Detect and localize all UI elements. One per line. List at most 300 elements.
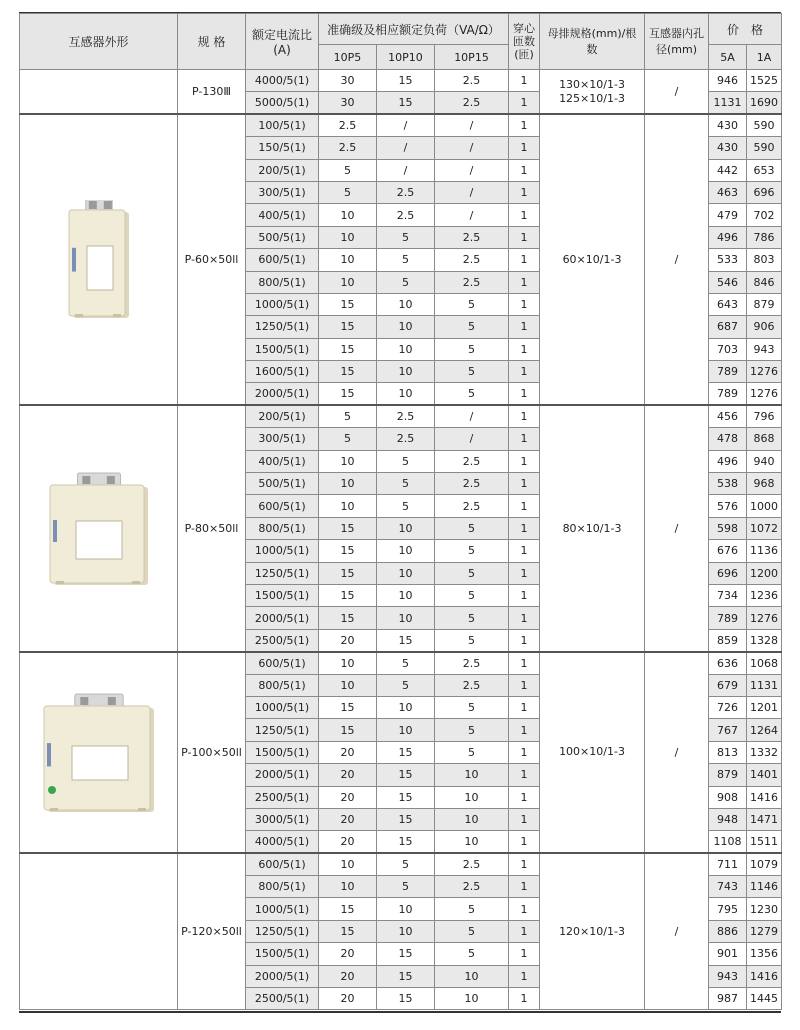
price-5a-cell: 734 xyxy=(709,584,747,606)
price-5a-cell: 442 xyxy=(709,159,747,181)
acc-10p5-cell: 20 xyxy=(319,629,377,651)
price-1a-cell: 796 xyxy=(747,405,782,427)
price-5a-cell: 1108 xyxy=(709,831,747,853)
header-busbar: 母排规格(mm)/根数 xyxy=(540,14,645,70)
ratio-cell: 500/5(1) xyxy=(246,226,319,248)
acc-10p15-cell: / xyxy=(435,204,509,226)
price-5a-cell: 789 xyxy=(709,383,747,405)
turns-cell: 1 xyxy=(509,249,540,271)
acc-10p5-cell: 5 xyxy=(319,405,377,427)
acc-10p10-cell: 15 xyxy=(377,764,435,786)
ratio-cell: 2500/5(1) xyxy=(246,786,319,808)
model-spec: P-60×50ll xyxy=(178,114,246,405)
acc-10p15-cell: 5 xyxy=(435,741,509,763)
acc-10p5-cell: 30 xyxy=(319,70,377,92)
transformer-window xyxy=(72,746,128,780)
ct-price-table xyxy=(19,13,782,1010)
ratio-cell: 2000/5(1) xyxy=(246,764,319,786)
ratio-cell: 100/5(1) xyxy=(246,114,319,136)
price-5a-cell: 767 xyxy=(709,719,747,741)
acc-10p5-cell: 20 xyxy=(319,808,377,830)
price-5a-cell: 538 xyxy=(709,473,747,495)
acc-10p5-cell: 15 xyxy=(319,898,377,920)
price-5a-cell: 703 xyxy=(709,338,747,360)
price-1a-cell: 653 xyxy=(747,159,782,181)
turns-cell: 1 xyxy=(509,293,540,315)
turns-cell: 1 xyxy=(509,741,540,763)
price-5a-cell: 1131 xyxy=(709,92,747,114)
terminal-screw xyxy=(103,201,111,209)
price-1a-cell: 879 xyxy=(747,293,782,315)
price-1a-cell: 1276 xyxy=(747,361,782,383)
acc-10p15-cell: 2.5 xyxy=(435,876,509,898)
header-10p5: 10P5 xyxy=(319,45,377,70)
ratio-cell: 1000/5(1) xyxy=(246,293,319,315)
acc-10p15-cell: 5 xyxy=(435,920,509,942)
acc-10p10-cell: 15 xyxy=(377,831,435,853)
table-row xyxy=(20,114,782,136)
turns-cell: 1 xyxy=(509,338,540,360)
turns-cell: 1 xyxy=(509,70,540,92)
hole-diameter: / xyxy=(645,853,709,1010)
table-row xyxy=(20,405,782,427)
ratio-cell: 400/5(1) xyxy=(246,450,319,472)
turns-cell: 1 xyxy=(509,271,540,293)
ratio-cell: 300/5(1) xyxy=(246,181,319,203)
acc-10p10-cell: 15 xyxy=(377,988,435,1010)
acc-10p15-cell: 5 xyxy=(435,584,509,606)
ratio-cell: 200/5(1) xyxy=(246,159,319,181)
price-1a-cell: 1416 xyxy=(747,965,782,987)
acc-10p5-cell: 15 xyxy=(319,562,377,584)
acc-10p15-cell: 5 xyxy=(435,293,509,315)
price-5a-cell: 456 xyxy=(709,405,747,427)
transformer-image-medium xyxy=(44,471,154,587)
price-5a-cell: 430 xyxy=(709,137,747,159)
price-5a-cell: 879 xyxy=(709,764,747,786)
acc-10p15-cell: 5 xyxy=(435,316,509,338)
price-5a-cell: 987 xyxy=(709,988,747,1010)
foot xyxy=(138,808,146,811)
acc-10p5-cell: 20 xyxy=(319,988,377,1010)
turns-cell: 1 xyxy=(509,114,540,136)
price-5a-cell: 789 xyxy=(709,607,747,629)
foot xyxy=(113,314,121,317)
ratio-cell: 1500/5(1) xyxy=(246,943,319,965)
header-spec: 规 格 xyxy=(178,14,246,70)
acc-10p15-cell: 5 xyxy=(435,898,509,920)
acc-10p10-cell: 10 xyxy=(377,607,435,629)
price-1a-cell: 1264 xyxy=(747,719,782,741)
price-1a-cell: 1276 xyxy=(747,383,782,405)
acc-10p15-cell: 5 xyxy=(435,540,509,562)
acc-10p10-cell: 15 xyxy=(377,70,435,92)
price-1a-cell: 1276 xyxy=(747,607,782,629)
acc-10p15-cell: 5 xyxy=(435,383,509,405)
acc-10p10-cell: 15 xyxy=(377,943,435,965)
turns-cell: 1 xyxy=(509,943,540,965)
acc-10p10-cell: 10 xyxy=(377,517,435,539)
acc-10p5-cell: 15 xyxy=(319,316,377,338)
header-10p10: 10P10 xyxy=(377,45,435,70)
acc-10p15-cell: / xyxy=(435,181,509,203)
terminal-screw xyxy=(106,476,114,484)
foot xyxy=(75,314,83,317)
ratio-cell: 1000/5(1) xyxy=(246,898,319,920)
price-5a-cell: 908 xyxy=(709,786,747,808)
acc-10p10-cell: 5 xyxy=(377,473,435,495)
acc-10p5-cell: 10 xyxy=(319,495,377,517)
price-5a-cell: 946 xyxy=(709,70,747,92)
turns-cell: 1 xyxy=(509,361,540,383)
turns-cell: 1 xyxy=(509,226,540,248)
price-5a-cell: 479 xyxy=(709,204,747,226)
turns-cell: 1 xyxy=(509,405,540,427)
acc-10p10-cell: 10 xyxy=(377,540,435,562)
price-1a-cell: 1236 xyxy=(747,584,782,606)
foot xyxy=(56,581,64,584)
acc-10p15-cell: 5 xyxy=(435,696,509,718)
acc-10p5-cell: 20 xyxy=(319,943,377,965)
transformer-appearance-cell xyxy=(20,114,178,405)
acc-10p5-cell: 30 xyxy=(319,92,377,114)
table-header xyxy=(20,14,782,70)
acc-10p10-cell: 15 xyxy=(377,629,435,651)
acc-10p15-cell: / xyxy=(435,405,509,427)
header-accuracy: 准确级及相应额定负荷（VA/Ω） xyxy=(319,14,509,45)
ratio-cell: 1250/5(1) xyxy=(246,316,319,338)
price-5a-cell: 430 xyxy=(709,114,747,136)
turns-cell: 1 xyxy=(509,876,540,898)
price-1a-cell: 868 xyxy=(747,428,782,450)
acc-10p10-cell: 5 xyxy=(377,652,435,674)
acc-10p10-cell: 10 xyxy=(377,338,435,360)
turns-cell: 1 xyxy=(509,562,540,584)
price-1a-cell: 786 xyxy=(747,226,782,248)
price-5a-cell: 478 xyxy=(709,428,747,450)
acc-10p5-cell: 10 xyxy=(319,450,377,472)
header-hole: 互感器内孔径(mm) xyxy=(645,14,709,70)
acc-10p5-cell: 10 xyxy=(319,271,377,293)
price-5a-cell: 743 xyxy=(709,876,747,898)
table-row xyxy=(20,652,782,674)
ratio-cell: 200/5(1) xyxy=(246,405,319,427)
model-spec: P-130Ⅲ xyxy=(178,70,246,115)
acc-10p5-cell: 10 xyxy=(319,204,377,226)
acc-10p10-cell: 2.5 xyxy=(377,181,435,203)
acc-10p15-cell: / xyxy=(435,114,509,136)
busbar-spec: 80×10/1-3 xyxy=(540,405,645,651)
acc-10p15-cell: 2.5 xyxy=(435,249,509,271)
price-1a-cell: 1136 xyxy=(747,540,782,562)
turns-cell: 1 xyxy=(509,450,540,472)
ratio-cell: 2000/5(1) xyxy=(246,965,319,987)
price-1a-cell: 1200 xyxy=(747,562,782,584)
acc-10p5-cell: 15 xyxy=(319,540,377,562)
acc-10p15-cell: 10 xyxy=(435,831,509,853)
ratio-cell: 800/5(1) xyxy=(246,517,319,539)
acc-10p5-cell: 15 xyxy=(319,293,377,315)
price-5a-cell: 598 xyxy=(709,517,747,539)
acc-10p15-cell: 2.5 xyxy=(435,450,509,472)
busbar-spec: 60×10/1-3 xyxy=(540,114,645,405)
acc-10p15-cell: 2.5 xyxy=(435,495,509,517)
ratio-cell: 1500/5(1) xyxy=(246,338,319,360)
acc-10p10-cell: 5 xyxy=(377,853,435,875)
turns-cell: 1 xyxy=(509,808,540,830)
turns-cell: 1 xyxy=(509,853,540,875)
turns-cell: 1 xyxy=(509,428,540,450)
acc-10p5-cell: 10 xyxy=(319,473,377,495)
acc-10p10-cell: 5 xyxy=(377,876,435,898)
price-5a-cell: 789 xyxy=(709,361,747,383)
acc-10p10-cell: / xyxy=(377,159,435,181)
busbar-spec: 100×10/1-3 xyxy=(540,652,645,854)
turns-cell: 1 xyxy=(509,92,540,114)
indicator-dot xyxy=(48,786,56,794)
header-price: 价 格 xyxy=(709,14,782,45)
transformer-image-small xyxy=(64,200,134,320)
model-spec: P-100×50ll xyxy=(178,652,246,854)
price-1a-cell: 1356 xyxy=(747,943,782,965)
price-5a-cell: 886 xyxy=(709,920,747,942)
ratio-cell: 1250/5(1) xyxy=(246,719,319,741)
acc-10p10-cell: 10 xyxy=(377,696,435,718)
terminal-screw xyxy=(82,476,90,484)
turns-cell: 1 xyxy=(509,831,540,853)
acc-10p15-cell: 2.5 xyxy=(435,70,509,92)
acc-10p5-cell: 15 xyxy=(319,719,377,741)
acc-10p10-cell: 10 xyxy=(377,920,435,942)
acc-10p15-cell: 2.5 xyxy=(435,92,509,114)
transformer-appearance-cell xyxy=(20,853,178,1010)
ratio-cell: 800/5(1) xyxy=(246,674,319,696)
acc-10p10-cell: 15 xyxy=(377,92,435,114)
model-spec: P-80×50ll xyxy=(178,405,246,651)
hole-diameter: / xyxy=(645,70,709,115)
acc-10p10-cell: 5 xyxy=(377,271,435,293)
ratio-cell: 600/5(1) xyxy=(246,495,319,517)
turns-cell: 1 xyxy=(509,988,540,1010)
acc-10p15-cell: 5 xyxy=(435,562,509,584)
ratio-cell: 2000/5(1) xyxy=(246,607,319,629)
turns-cell: 1 xyxy=(509,898,540,920)
turns-cell: 1 xyxy=(509,674,540,696)
price-5a-cell: 901 xyxy=(709,943,747,965)
hole-diameter: / xyxy=(645,114,709,405)
price-1a-cell: 1511 xyxy=(747,831,782,853)
acc-10p15-cell: / xyxy=(435,159,509,181)
acc-10p10-cell: 5 xyxy=(377,249,435,271)
ratio-cell: 1250/5(1) xyxy=(246,562,319,584)
acc-10p5-cell: 10 xyxy=(319,652,377,674)
acc-10p15-cell: 5 xyxy=(435,629,509,651)
acc-10p15-cell: 2.5 xyxy=(435,473,509,495)
turns-cell: 1 xyxy=(509,181,540,203)
price-5a-cell: 496 xyxy=(709,226,747,248)
header-turns-text: 穿心匝数(匝) xyxy=(513,22,536,61)
price-1a-cell: 968 xyxy=(747,473,782,495)
price-1a-cell: 1525 xyxy=(747,70,782,92)
acc-10p15-cell: 2.5 xyxy=(435,674,509,696)
ratio-cell: 5000/5(1) xyxy=(246,92,319,114)
price-5a-cell: 463 xyxy=(709,181,747,203)
hole-diameter: / xyxy=(645,652,709,854)
side-label xyxy=(47,744,51,767)
transformer-image-large xyxy=(39,690,159,814)
price-1a-cell: 590 xyxy=(747,137,782,159)
acc-10p10-cell: 15 xyxy=(377,808,435,830)
price-table-container xyxy=(19,13,779,1010)
acc-10p5-cell: 20 xyxy=(319,965,377,987)
acc-10p5-cell: 20 xyxy=(319,741,377,763)
acc-10p10-cell: 15 xyxy=(377,965,435,987)
price-5a-cell: 859 xyxy=(709,629,747,651)
acc-10p5-cell: 2.5 xyxy=(319,137,377,159)
transformer-appearance-cell xyxy=(20,70,178,115)
transformer-appearance-cell xyxy=(20,652,178,854)
price-5a-cell: 546 xyxy=(709,271,747,293)
price-1a-cell: 1690 xyxy=(747,92,782,114)
ratio-cell: 600/5(1) xyxy=(246,652,319,674)
price-1a-cell: 1328 xyxy=(747,629,782,651)
header-appearance: 互感器外形 xyxy=(20,14,178,70)
ratio-cell: 1600/5(1) xyxy=(246,361,319,383)
acc-10p10-cell: 10 xyxy=(377,293,435,315)
price-5a-cell: 643 xyxy=(709,293,747,315)
acc-10p15-cell: / xyxy=(435,137,509,159)
acc-10p10-cell: / xyxy=(377,114,435,136)
foot xyxy=(132,581,140,584)
acc-10p5-cell: 15 xyxy=(319,920,377,942)
turns-cell: 1 xyxy=(509,517,540,539)
acc-10p5-cell: 15 xyxy=(319,361,377,383)
acc-10p10-cell: 15 xyxy=(377,741,435,763)
turns-cell: 1 xyxy=(509,495,540,517)
turns-cell: 1 xyxy=(509,473,540,495)
acc-10p15-cell: 10 xyxy=(435,965,509,987)
acc-10p15-cell: 2.5 xyxy=(435,271,509,293)
acc-10p5-cell: 15 xyxy=(319,584,377,606)
table-row xyxy=(20,70,782,92)
acc-10p10-cell: / xyxy=(377,137,435,159)
ratio-cell: 500/5(1) xyxy=(246,473,319,495)
terminal-screw xyxy=(88,201,96,209)
model-spec: P-120×50ll xyxy=(178,853,246,1010)
side-label xyxy=(72,248,76,272)
price-1a-cell: 846 xyxy=(747,271,782,293)
ratio-cell: 400/5(1) xyxy=(246,204,319,226)
price-5a-cell: 726 xyxy=(709,696,747,718)
ratio-cell: 600/5(1) xyxy=(246,853,319,875)
acc-10p10-cell: 10 xyxy=(377,361,435,383)
acc-10p5-cell: 10 xyxy=(319,249,377,271)
turns-cell: 1 xyxy=(509,540,540,562)
acc-10p15-cell: 5 xyxy=(435,517,509,539)
price-1a-cell: 1000 xyxy=(747,495,782,517)
price-1a-cell: 1445 xyxy=(747,988,782,1010)
price-5a-cell: 496 xyxy=(709,450,747,472)
acc-10p5-cell: 20 xyxy=(319,831,377,853)
turns-cell: 1 xyxy=(509,629,540,651)
ratio-cell: 800/5(1) xyxy=(246,271,319,293)
price-1a-cell: 1401 xyxy=(747,764,782,786)
price-1a-cell: 702 xyxy=(747,204,782,226)
foot xyxy=(50,808,58,811)
ratio-cell: 150/5(1) xyxy=(246,137,319,159)
acc-10p15-cell: 10 xyxy=(435,764,509,786)
price-1a-cell: 590 xyxy=(747,114,782,136)
transformer-window xyxy=(87,246,113,290)
acc-10p5-cell: 2.5 xyxy=(319,114,377,136)
acc-10p5-cell: 10 xyxy=(319,876,377,898)
side-label xyxy=(53,520,57,542)
acc-10p15-cell: / xyxy=(435,428,509,450)
acc-10p10-cell: 10 xyxy=(377,584,435,606)
acc-10p10-cell: 5 xyxy=(377,674,435,696)
price-1a-cell: 1068 xyxy=(747,652,782,674)
price-1a-cell: 906 xyxy=(747,316,782,338)
price-5a-cell: 676 xyxy=(709,540,747,562)
acc-10p10-cell: 2.5 xyxy=(377,428,435,450)
turns-cell: 1 xyxy=(509,607,540,629)
price-1a-cell: 1201 xyxy=(747,696,782,718)
acc-10p5-cell: 10 xyxy=(319,674,377,696)
price-1a-cell: 1079 xyxy=(747,853,782,875)
hole-diameter: / xyxy=(645,405,709,651)
acc-10p15-cell: 2.5 xyxy=(435,652,509,674)
table-body xyxy=(20,70,782,1010)
terminal-screw xyxy=(107,697,115,705)
header-ratio: 额定电流比(A) xyxy=(246,14,319,70)
ratio-cell: 2500/5(1) xyxy=(246,629,319,651)
price-5a-cell: 687 xyxy=(709,316,747,338)
ratio-cell: 800/5(1) xyxy=(246,876,319,898)
ratio-cell: 1000/5(1) xyxy=(246,540,319,562)
price-1a-cell: 940 xyxy=(747,450,782,472)
header-turns xyxy=(509,14,540,70)
header-price-1a: 1A xyxy=(747,45,782,70)
turns-cell: 1 xyxy=(509,204,540,226)
acc-10p15-cell: 5 xyxy=(435,338,509,360)
acc-10p10-cell: 5 xyxy=(377,495,435,517)
price-1a-cell: 1072 xyxy=(747,517,782,539)
acc-10p5-cell: 15 xyxy=(319,517,377,539)
price-1a-cell: 803 xyxy=(747,249,782,271)
turns-cell: 1 xyxy=(509,584,540,606)
ratio-cell: 1250/5(1) xyxy=(246,920,319,942)
price-5a-cell: 948 xyxy=(709,808,747,830)
acc-10p10-cell: 5 xyxy=(377,226,435,248)
price-5a-cell: 679 xyxy=(709,674,747,696)
acc-10p15-cell: 2.5 xyxy=(435,226,509,248)
acc-10p5-cell: 5 xyxy=(319,428,377,450)
transformer-appearance-cell xyxy=(20,405,178,651)
acc-10p10-cell: 15 xyxy=(377,786,435,808)
acc-10p5-cell: 20 xyxy=(319,764,377,786)
price-5a-cell: 696 xyxy=(709,562,747,584)
ratio-cell: 3000/5(1) xyxy=(246,808,319,830)
ratio-cell: 600/5(1) xyxy=(246,249,319,271)
turns-cell: 1 xyxy=(509,920,540,942)
header-price-5a: 5A xyxy=(709,45,747,70)
price-5a-cell: 576 xyxy=(709,495,747,517)
acc-10p5-cell: 5 xyxy=(319,159,377,181)
turns-cell: 1 xyxy=(509,719,540,741)
acc-10p15-cell: 10 xyxy=(435,808,509,830)
acc-10p15-cell: 5 xyxy=(435,943,509,965)
price-5a-cell: 795 xyxy=(709,898,747,920)
